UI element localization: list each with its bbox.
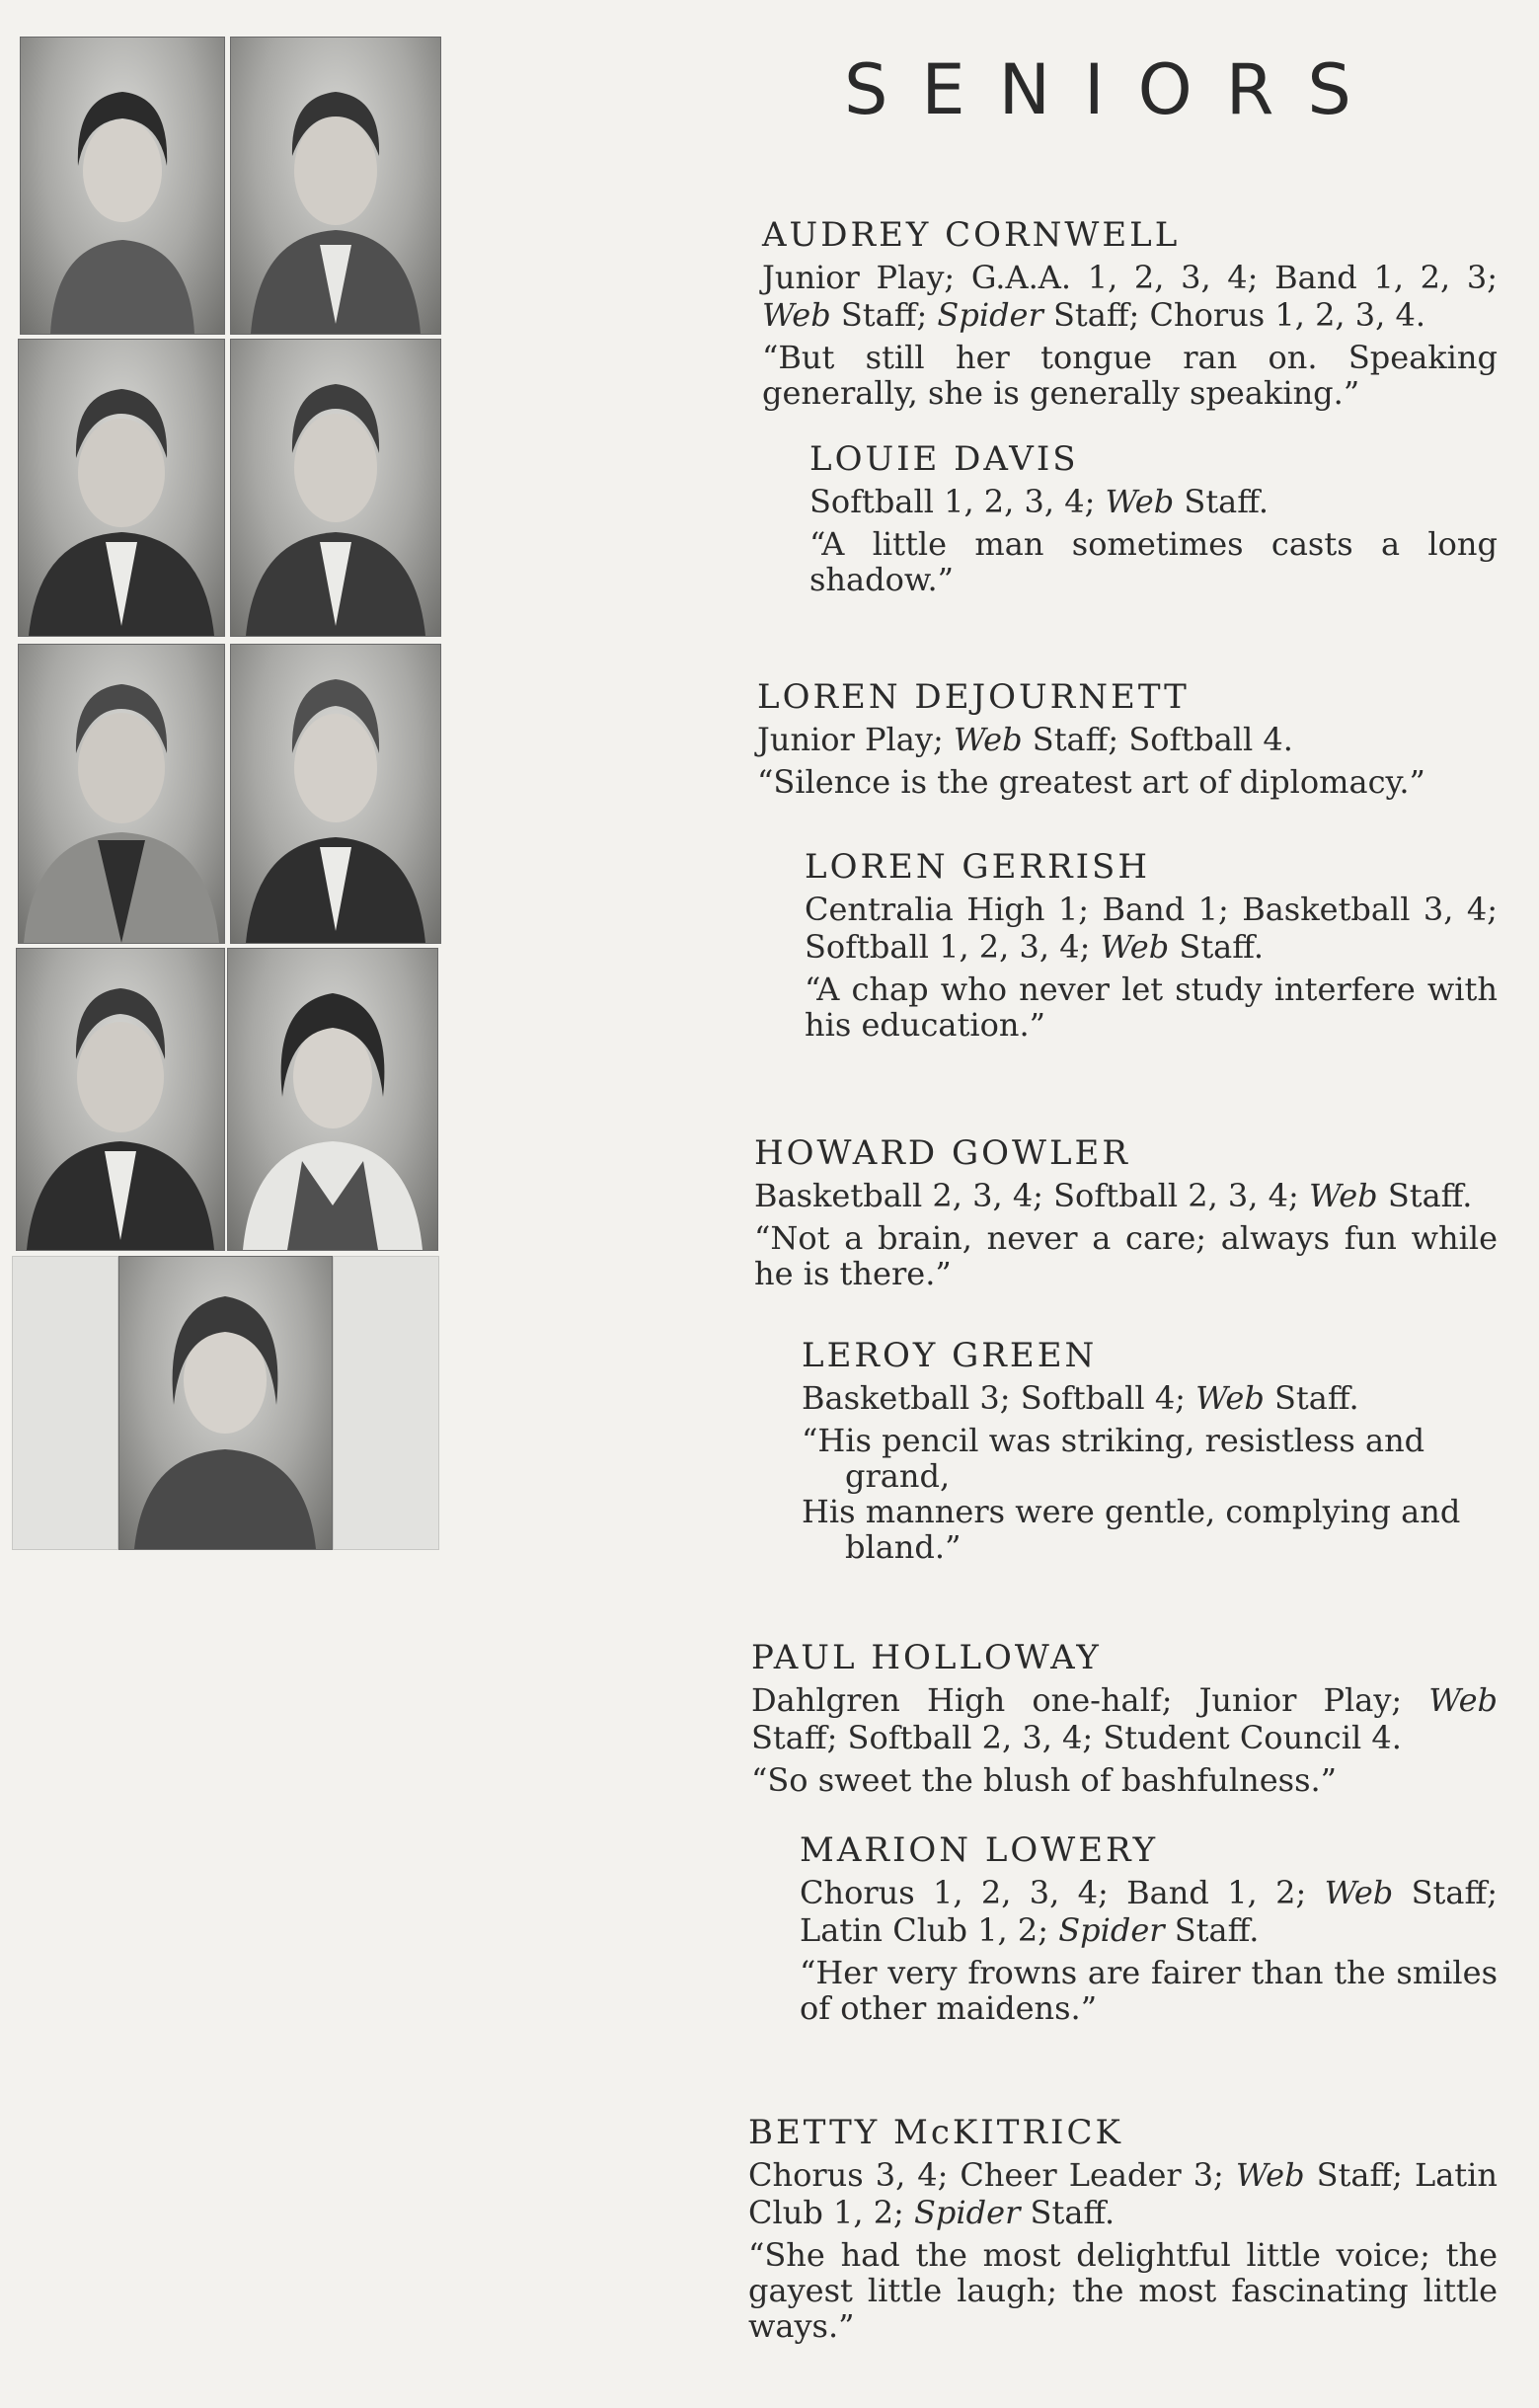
portrait-betty-mckitrick [118,1256,333,1550]
senior-quote: “She had the most delightful little voice; the gayest little laugh; the most fascinating little ways.” [748,2236,1498,2345]
portrait-loren-dejournett [18,339,225,637]
senior-quote: “So sweet the blush of bashfulness.” [751,1761,1338,1799]
portrait-louie-davis [230,37,441,335]
activities: Basketball 3; Softball 4; Web Staff. [802,1379,1359,1417]
student-name: LOUIE DAVIS [809,439,1079,479]
entry-leroy-green [802,1336,1498,1565]
portrait-leroy-green [230,644,441,944]
senior-quote: “Not a brain, never a care; always fun while he is there.” [754,1219,1498,1292]
photo-panel-right [333,1256,439,1550]
portrait-howard-gowler [18,644,225,944]
student-name: LEROY GREEN [802,1336,1098,1375]
student-name: LOREN GERRISH [805,847,1150,887]
portrait-audrey-cornwell [20,37,225,335]
entry-marion-lowery [800,1830,1498,2026]
entry-louie-davis [809,439,1498,597]
student-name: HOWARD GOWLER [754,1133,1130,1173]
entry-loren-dejournett [757,677,1498,800]
activities: Centralia High 1; Band 1; Basketball 3, 4; Softball 1, 2, 3, 4; Web Staff. [805,891,1498,966]
student-name: MARION LOWERY [800,1830,1159,1870]
photo-panel-left [12,1256,118,1550]
page-title: SENIORS [844,49,1385,130]
activities: Dahlgren High one-half; Junior Play; Web Staff; Softball 2, 3, 4; Student Council 4. [751,1681,1498,1756]
entry-audrey-cornwell [762,215,1498,411]
student-name: BETTY McKITRICK [748,2113,1123,2152]
student-name: LOREN DEJOURNETT [757,677,1190,717]
activities: Softball 1, 2, 3, 4; Web Staff. [809,483,1270,520]
senior-quote: “Her very frowns are fairer than the smiles of other maidens.” [800,1954,1498,2027]
senior-quote: “But still her tongue ran on. Speaking generally, she is generally speaking.” [762,339,1498,412]
senior-quote: “A little man sometimes casts a long shadow.” [809,525,1498,598]
activities: Basketball 2, 3, 4; Softball 2, 3, 4; Web Staff. [754,1177,1473,1214]
activities: Junior Play; G.A.A. 1, 2, 3, 4; Band 1, 2, 3; Web Staff; Spider Staff; Chorus 1, 2, 3, 4. [762,259,1498,334]
entry-loren-gerrish [805,847,1498,1043]
portrait-loren-gerrish [230,339,441,637]
student-name: PAUL HOLLOWAY [751,1638,1102,1677]
activities: Chorus 1, 2, 3, 4; Band 1, 2; Web Staff; Latin Club 1, 2; Spider Staff. [800,1874,1499,1949]
activities: Chorus 3, 4; Cheer Leader 3; Web Staff; Latin Club 1, 2; Spider Staff. [748,2156,1499,2231]
entry-betty-mckitrick [748,2113,1498,2344]
portrait-paul-holloway [16,948,225,1251]
portrait-marion-lowery [227,948,438,1251]
entry-howard-gowler [754,1133,1498,1291]
entry-paul-holloway [751,1638,1498,1798]
student-name: AUDREY CORNWELL [762,215,1181,255]
senior-quote: “Silence is the greatest art of diplomacy.” [757,763,1425,801]
activities: Junior Play; Web Staff; Softball 4. [757,721,1293,758]
senior-quote: “A chap who never let study interfere with his education.” [805,971,1498,1044]
senior-quote: “His pencil was striking, resistless and grand, His manners were gentle, complying and bland.” [802,1422,1461,1566]
